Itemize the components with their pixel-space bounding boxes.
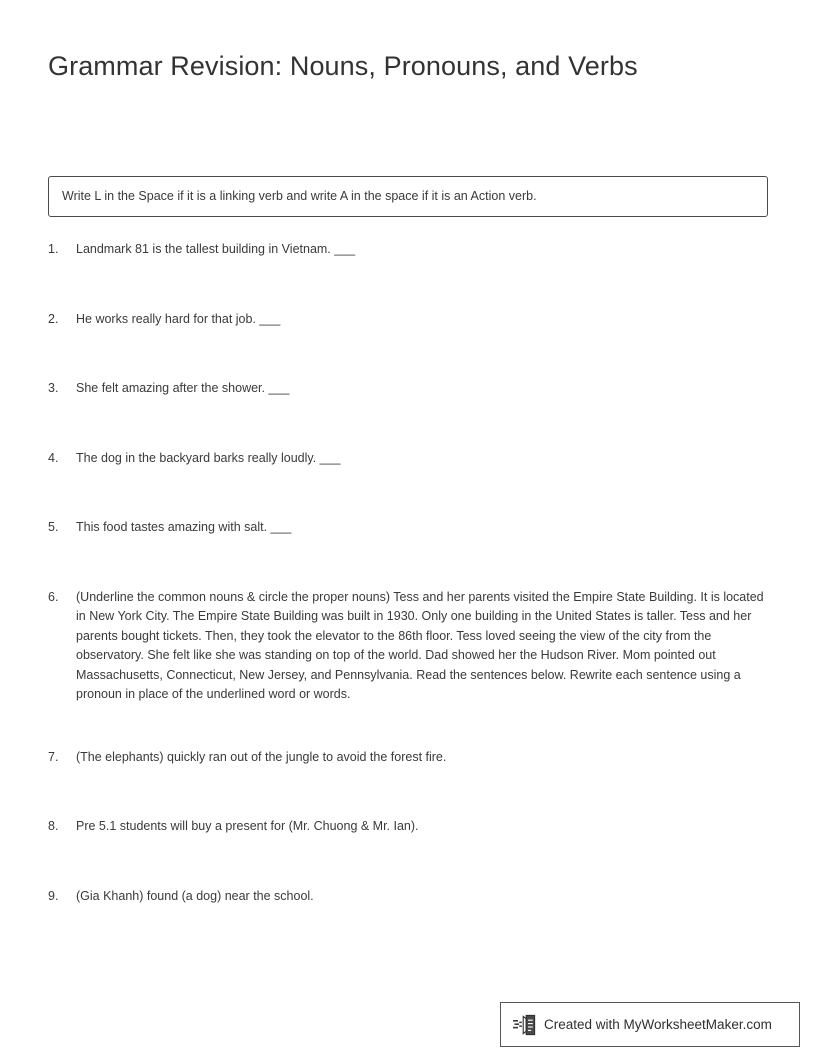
- question-text: The dog in the backyard barks really loudly. ___: [76, 450, 341, 465]
- question-number: 1.: [48, 242, 59, 256]
- question-item-1: [48, 240, 768, 260]
- question-item-5: [48, 518, 768, 538]
- question-item-8: [48, 817, 768, 837]
- question-item-6: [48, 588, 768, 705]
- instruction-text: Write L in the Space if it is a linking verb and write A in the space if it is an Action verb.: [62, 189, 537, 203]
- question-number: 3.: [48, 381, 59, 395]
- created-with-label: Created with MyWorksheetMaker.com: [544, 1016, 772, 1032]
- created-with-badge[interactable]: [500, 1002, 800, 1047]
- question-number: 5.: [48, 520, 59, 534]
- page-title: Grammar Revision: Nouns, Pronouns, and Verbs: [48, 51, 638, 81]
- question-text: She felt amazing after the shower. ___: [76, 381, 290, 395]
- question-list: [48, 240, 768, 956]
- question-text: This food tastes amazing with salt. ___: [76, 520, 292, 534]
- question-text: (Gia Khanh) found (a dog) near the school.: [76, 888, 314, 903]
- question-text: (The elephants) quickly ran out of the jungle to avoid the forest fire.: [76, 749, 447, 764]
- question-text: Pre 5.1 students will buy a present for (Mr. Chuong & Mr. Ian).: [76, 819, 419, 833]
- question-text: (Underline the common nouns & circle the proper nouns) Tess and her parents visited the Empire State Building. It is located in New York City. The Empire State Building was built in 1930. Only one building in the United States is taller. Tess and her parents bought tickets. Then, they took the elevator to the 86th floor. Tess loved seeing the view of the city from the observatory. She felt like she was standing on top of the world. Dad showed her the Hudson River. Mom pointed out Massachusetts, Connecticut, New Jersey, and Pennsylvania. Read the sentences below. Rewrite each sentence using a pronoun in place of the underlined word or words.: [76, 589, 768, 701]
- question-number: 9.: [48, 888, 59, 903]
- question-item-7: [48, 748, 768, 768]
- question-number: 4.: [48, 450, 59, 465]
- question-text: Landmark 81 is the tallest building in Vietnam. ___: [76, 242, 356, 256]
- question-number: 8.: [48, 819, 59, 833]
- question-item-4: [48, 449, 768, 469]
- question-number: 6.: [48, 589, 59, 604]
- question-item-9: [48, 887, 768, 907]
- question-item-3: [48, 379, 768, 399]
- question-number: 7.: [48, 749, 59, 764]
- instruction-box: [48, 176, 768, 217]
- worksheet-maker-logo-icon: [513, 1014, 537, 1036]
- question-item-2: [48, 310, 768, 330]
- question-number: 2.: [48, 311, 59, 326]
- question-text: He works really hard for that job. ___: [76, 311, 281, 326]
